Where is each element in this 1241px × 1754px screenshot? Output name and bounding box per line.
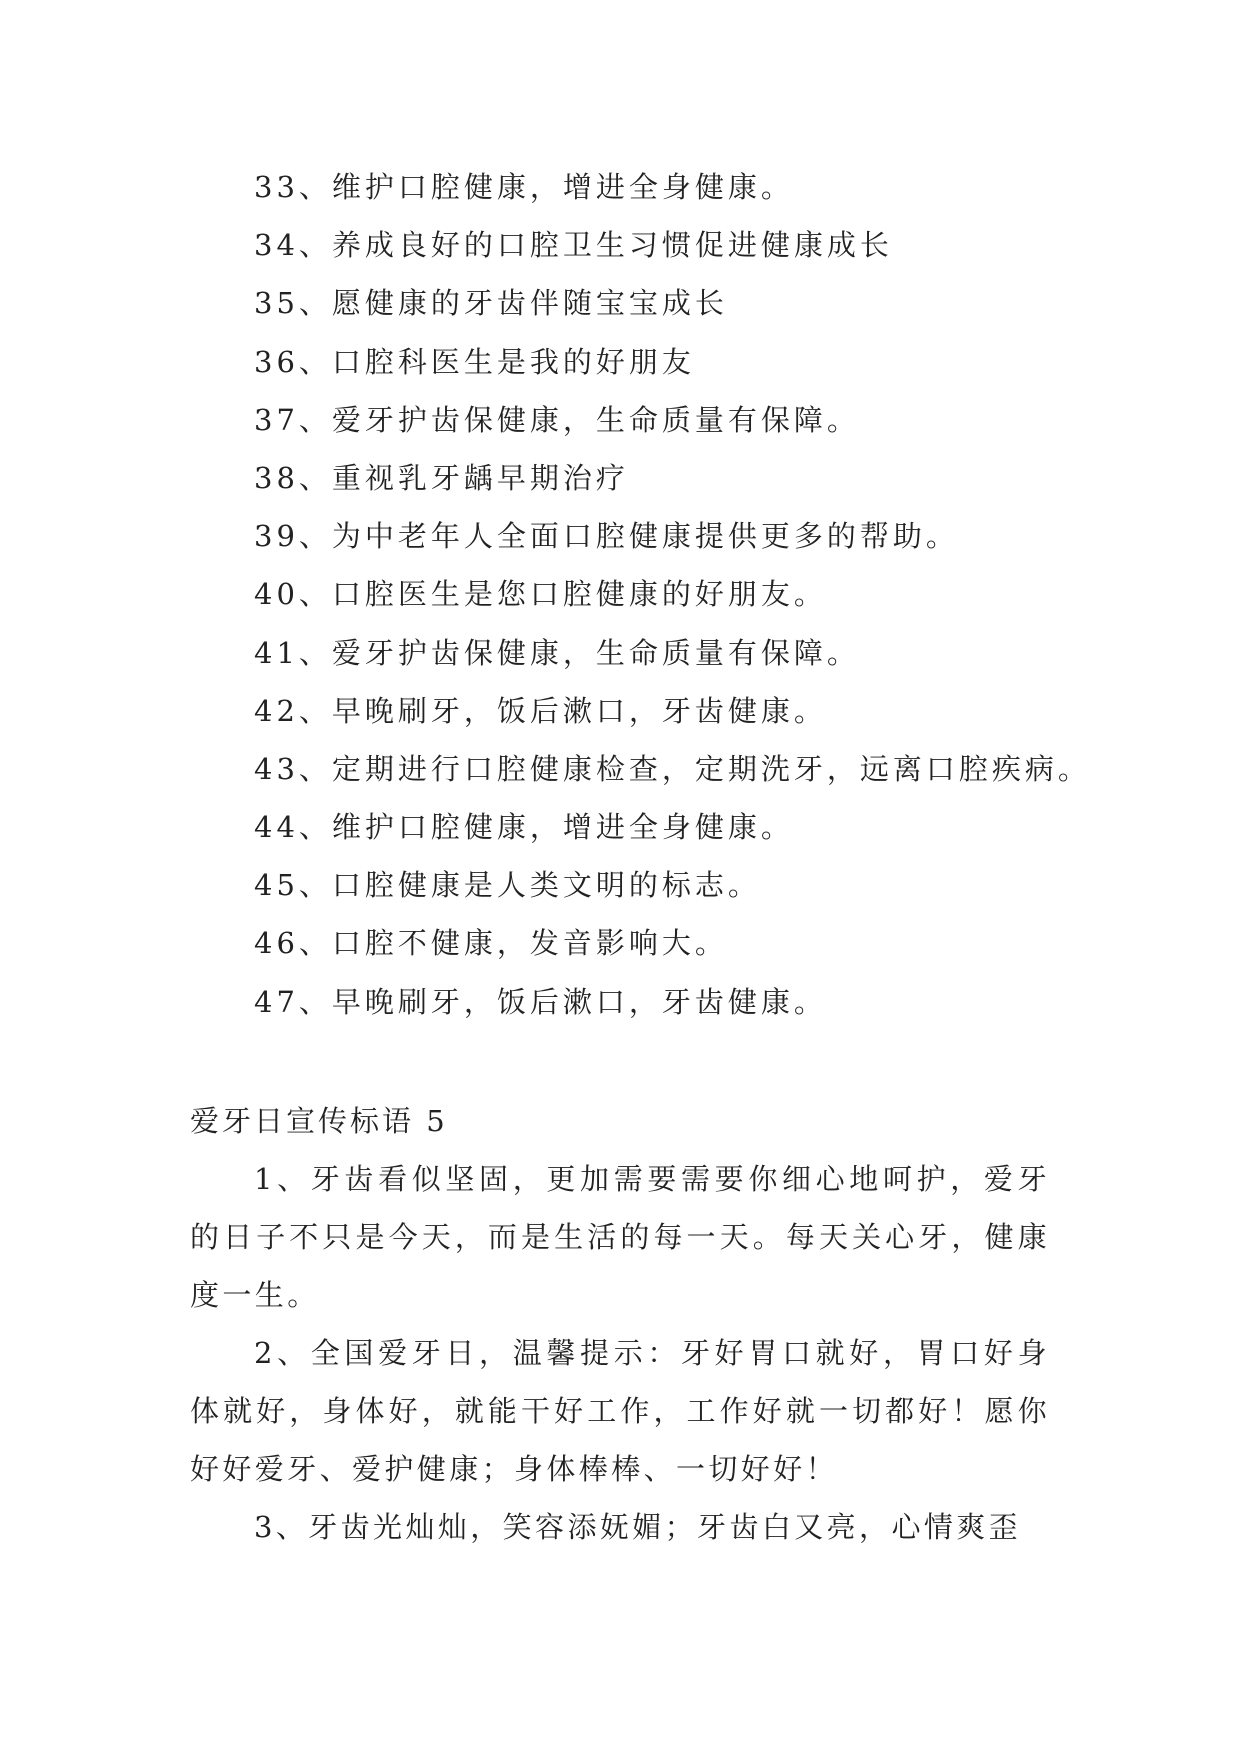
- slogan-item: 40、口腔医生是您口腔健康的好朋友。: [254, 577, 827, 612]
- slogan-item: 44、维护口腔健康，增进全身健康。: [254, 810, 794, 845]
- paragraph: 3、牙齿光灿灿，笑容添妩媚；牙齿白又亮，心情爽歪: [254, 1510, 1022, 1544]
- slogan-item: 33、维护口腔健康，增进全身健康。: [254, 170, 794, 204]
- slogan-item: 37、爱牙护齿保健康，生命质量有保障。: [254, 402, 860, 437]
- slogan-item: 46、口腔不健康，发音影响大。: [254, 926, 728, 961]
- paragraph: 1、牙齿看似坚固，更加需要需要你细心地呵护，爱牙的日子不只是今天，而是生活的每一天。每天关心牙，健康度一生。: [190, 1162, 1050, 1312]
- slogan-item: 36、口腔科医生是我的好朋友: [254, 344, 695, 379]
- paragraph: 2、全国爱牙日，温馨提示：牙好胃口就好，胃口好身体就好，身体好，就能干好工作，工作好就一切都好！愿你好好爱牙、爱护健康；身体棒棒、一切好好！: [190, 1336, 1050, 1486]
- slogan-item: 43、定期进行口腔健康检查，定期洗牙，远离口腔疾病。: [254, 751, 1091, 786]
- slogan-item: 34、养成良好的口腔卫生习惯促进健康成长: [254, 228, 893, 263]
- section-title: 爱牙日宣传标语 5: [190, 1104, 448, 1138]
- slogan-item: 41、爱牙护齿保健康，生命质量有保障。: [254, 635, 860, 670]
- section-5: [190, 1092, 1050, 1556]
- slogan-item: 42、早晚刷牙，饭后漱口，牙齿健康。: [254, 693, 827, 728]
- slogan-item: 45、口腔健康是人类文明的标志。: [254, 868, 761, 903]
- slogan-item: 38、重视乳牙龋早期治疗: [254, 460, 629, 495]
- slogan-list: [254, 158, 1091, 1031]
- slogan-item: 39、为中老年人全面口腔健康提供更多的帮助。: [254, 519, 959, 554]
- slogan-item: 35、愿健康的牙齿伴随宝宝成长: [254, 286, 728, 321]
- slogan-item: 47、早晚刷牙，饭后漱口，牙齿健康。: [254, 984, 827, 1019]
